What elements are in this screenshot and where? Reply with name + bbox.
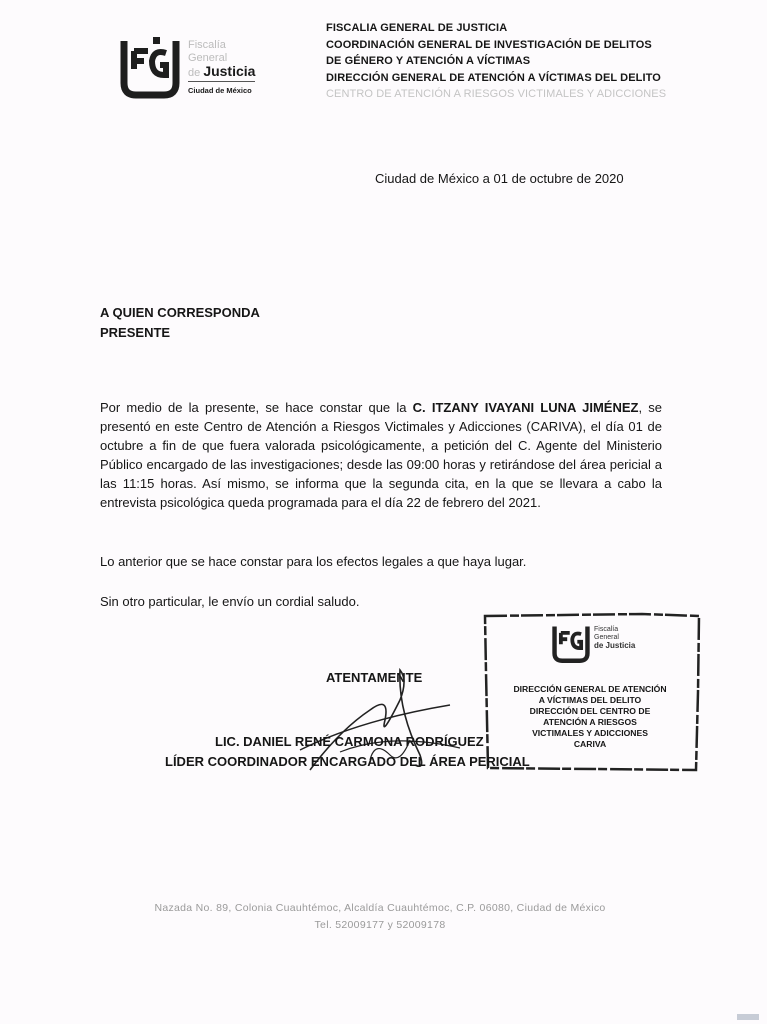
stamp-text xyxy=(490,684,690,750)
document-date: Ciudad de México a 01 de octubre de 2020 xyxy=(375,171,624,186)
salutation-line-1: A QUIEN CORRESPONDA xyxy=(100,305,260,320)
logo-line-1: Fiscalía xyxy=(188,39,226,51)
body-p1-person-name: C. ITZANY IVAYANI LUNA JIMÉNEZ xyxy=(412,400,639,415)
body-paragraph-1 xyxy=(100,398,662,512)
header-line-2: COORDINACIÓN GENERAL DE INVESTIGACIÓN DE DELITOS xyxy=(326,38,652,51)
header-line-3: DE GÉNERO Y ATENCIÓN A VÍCTIMAS xyxy=(326,55,531,67)
closing-word: ATENTAMENTE xyxy=(326,670,423,685)
scanner-watermark xyxy=(737,1014,759,1020)
institution-header xyxy=(326,20,666,103)
signatory-name: LIC. DANIEL RENÉ CARMONA RODRÍGUEZ xyxy=(215,734,484,749)
official-stamp xyxy=(482,612,702,772)
footer-line-1: Nazada No. 89, Colonia Cuauhtémoc, Alcaldía Cuauhtémoc, C.P. 06080, Ciudad de México xyxy=(154,902,606,914)
stamp-logo-line-3: de Justicia xyxy=(594,641,636,650)
header-line-1: FISCALIA GENERAL DE JUSTICIA xyxy=(326,22,508,34)
stamp-line-5: VICTIMALES Y ADICCIONES xyxy=(532,728,648,738)
footer-address xyxy=(100,900,660,934)
stamp-line-4: ATENCIÓN A RIESGOS xyxy=(543,717,637,727)
stamp-logo-line-2: General xyxy=(594,634,619,641)
stamp-logo-line-1: Fiscalía xyxy=(594,626,619,633)
salutation xyxy=(100,303,260,343)
fgj-logo xyxy=(120,35,280,105)
stamp-line-6: CARIVA xyxy=(573,739,607,749)
signatory-title: LÍDER COORDINADOR ENCARGADO DEL ÁREA PERICIAL xyxy=(165,754,530,769)
body-paragraph-2: Lo anterior que se hace constar para los efectos legales a que haya lugar. xyxy=(100,554,527,569)
footer-line-2: Tel. 52009177 y 52009178 xyxy=(314,919,446,931)
stamp-logo xyxy=(552,622,672,672)
header-line-4: DIRECCIÓN GENERAL DE ATENCIÓN A VÍCTIMAS DEL DELITO xyxy=(326,71,661,84)
body-p1-rest: , se presentó en este Centro de Atención a Riesgos Victimales y Adicciones (CARIVA), el día 01 de octubre a fin de que fuera valorada psicológicamente, a petición del C. Agente del Ministerio Público encargado de las investigaciones; desde las 09:00 horas y retirándose del área pericial a las 11:15 horas. Así mismo, se informa que la segunda cita, en la que se llevara a cabo la entrevista psicológica queda programada para el día 22 de febrero del 2021. xyxy=(100,400,662,510)
header-line-5: CENTRO DE ATENCIÓN A RIESGOS VICTIMALES Y ADICCIONES xyxy=(326,88,667,100)
logo-wordmark xyxy=(188,39,255,97)
stamp-line-2: A VÍCTIMAS DEL DELITO xyxy=(538,695,642,705)
logo-line-4: Justicia xyxy=(203,63,256,79)
stamp-logo-text xyxy=(594,626,635,651)
fgj-logo-mark-icon xyxy=(120,35,180,99)
logo-line-2: General xyxy=(188,52,228,64)
body-paragraph-3: Sin otro particular, le envío un cordial saludo. xyxy=(100,594,360,609)
body-p1-intro: Por medio de la presente, se hace constar que la xyxy=(100,400,413,415)
logo-city: Ciudad de México xyxy=(188,81,255,97)
salutation-line-2: PRESENTE xyxy=(100,325,171,340)
logo-line-3: de xyxy=(188,67,201,79)
stamp-line-3: DIRECCIÓN DEL CENTRO DE xyxy=(529,706,651,716)
stamp-line-1: DIRECCIÓN GENERAL DE ATENCIÓN xyxy=(513,684,667,694)
stamp-fgj-icon xyxy=(552,622,590,664)
